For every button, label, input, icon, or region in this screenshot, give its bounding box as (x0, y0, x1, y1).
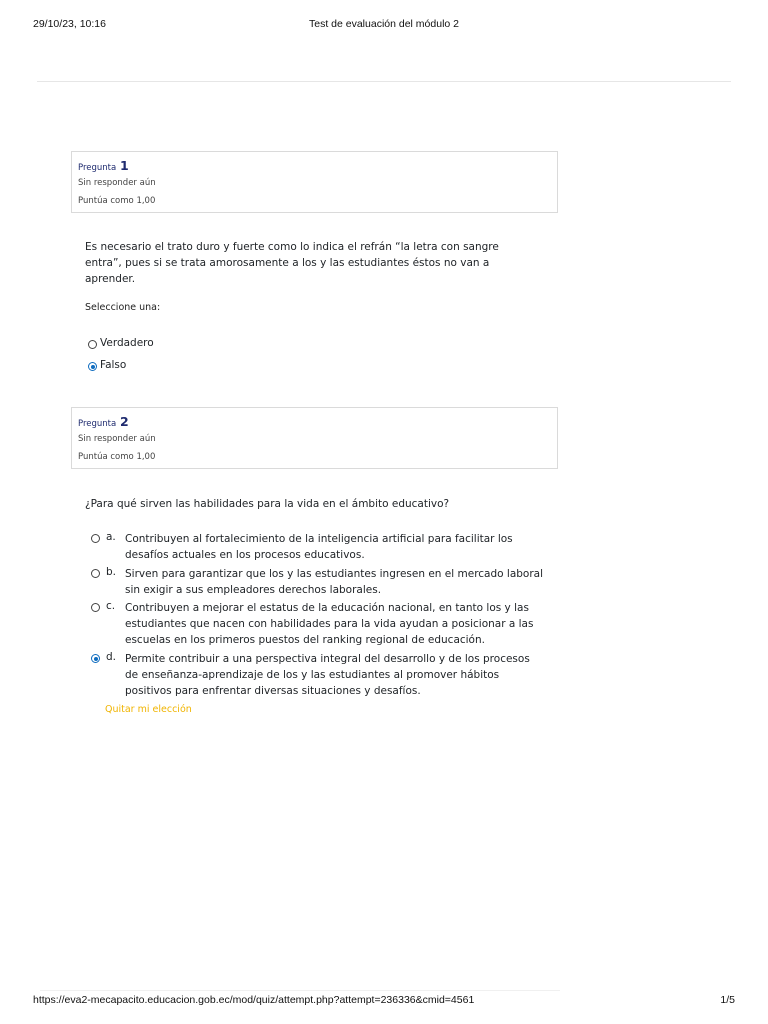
option-letter: b. (106, 566, 117, 578)
option-letter: c. (106, 600, 116, 612)
question-number-value: 1 (119, 158, 129, 173)
option-text[interactable]: Sirven para garantizar que los y las estudiantes ingresen en el mercado laboral sin exigir a sus empleadores derechos laborales. (125, 568, 544, 596)
option-text[interactable]: Contribuyen al fortalecimiento de la inteligencia artificial para facilitar los desafíos actuales en los procesos educativos. (125, 533, 513, 561)
top-divider (37, 81, 731, 82)
print-datetime: 29/10/23, 10:16 (33, 18, 106, 30)
question-state: Sin responder aún (78, 434, 156, 444)
radio-falso[interactable] (88, 362, 97, 371)
question-1-text: Es necesario el trato duro y fuerte como lo indica el refrán “la letra con sangre entra”, pues si se trata amorosamente a los y las estudiantes éstos no van a aprender. (85, 241, 499, 285)
option-label[interactable]: Verdadero (100, 337, 154, 349)
bottom-divider (40, 990, 560, 991)
print-header (33, 18, 735, 32)
question-grade: Puntúa como 1,00 (78, 196, 156, 206)
question-1-info (71, 151, 558, 213)
option-text[interactable]: Permite contribuir a una perspectiva integral del desarrollo y de los procesos de enseñanza-aprendizaje de los y las estudiantes al promover hábitos positivos para enfrentar diversas situaciones y desafíos. (125, 653, 530, 697)
option-text[interactable]: Contribuyen a mejorar el estatus de la educación nacional, en tanto los y las estudiantes que nacen con habilidades para la vida ayudan a posicionar a las escuelas en los primeros puestos del ranking regional de educación. (125, 602, 534, 646)
question-2-info (71, 407, 558, 469)
clear-choice-link[interactable]: Quitar mi elección (105, 704, 192, 715)
print-page-title: Test de evaluación del módulo 2 (308, 18, 459, 30)
page-url: https://eva2-mecapacito.educacion.gob.ec/mod/quiz/attempt.php?attempt=236336&cmid=4561 (33, 994, 475, 1006)
radio-d[interactable] (91, 654, 100, 663)
page-number: 1/5 (720, 994, 735, 1006)
radio-c[interactable] (91, 603, 100, 612)
question-label: Pregunta (78, 419, 117, 429)
question-label: Pregunta (78, 163, 117, 173)
option-label[interactable]: Falso (100, 359, 127, 371)
radio-b[interactable] (91, 569, 100, 578)
question-number-value: 2 (119, 414, 129, 429)
radio-a[interactable] (91, 534, 100, 543)
question-number (78, 158, 557, 174)
select-one-prompt: Seleccione una: (85, 302, 161, 313)
question-number (78, 414, 557, 430)
radio-verdadero[interactable] (88, 340, 97, 349)
option-letter: a. (106, 531, 116, 543)
print-footer (33, 994, 735, 1008)
question-2-text: ¿Para qué sirven las habilidades para la vida en el ámbito educativo? (85, 498, 450, 510)
question-state: Sin responder aún (78, 178, 156, 188)
question-grade: Puntúa como 1,00 (78, 452, 156, 462)
option-letter: d. (106, 651, 117, 663)
